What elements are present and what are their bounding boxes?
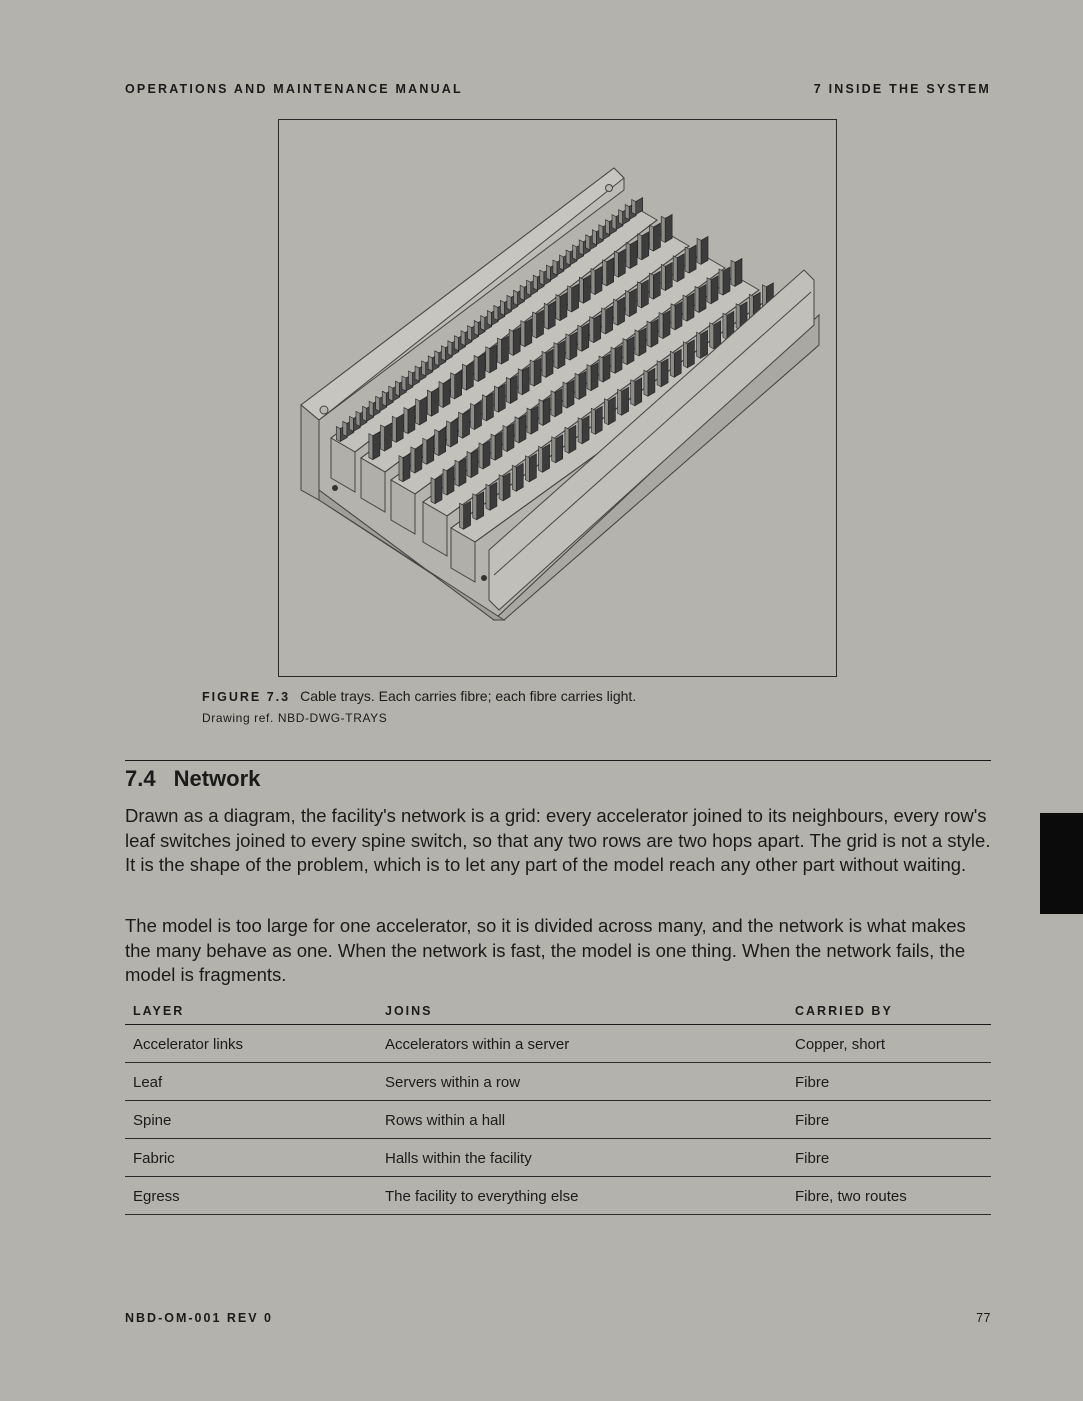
cable-tray-illustration — [279, 120, 836, 676]
table-row — [125, 1139, 991, 1177]
page-footer — [125, 1311, 991, 1325]
cell-joins: Halls within the facility — [377, 1139, 787, 1177]
cell-carried-by: Fibre, two routes — [787, 1177, 991, 1215]
chapter-thumb-tab — [1040, 813, 1083, 914]
column-header-joins: JOINS — [377, 998, 787, 1025]
cell-layer: Leaf — [125, 1063, 377, 1101]
column-header-carried-by: CARRIED BY — [787, 998, 991, 1025]
footer-document-id: NBD-OM-001 REV 0 — [125, 1311, 273, 1325]
page-number: 77 — [976, 1311, 991, 1325]
figure-drawing-reference: Drawing ref. NBD-DWG-TRAYS — [202, 711, 388, 725]
figure-label: FIGURE 7.3 — [202, 690, 291, 704]
table-row — [125, 1025, 991, 1063]
header-manual-title: OPERATIONS AND MAINTENANCE MANUAL — [125, 82, 463, 96]
cell-joins: The facility to everything else — [377, 1177, 787, 1215]
network-layers-table — [125, 998, 991, 1215]
cell-carried-by: Fibre — [787, 1101, 991, 1139]
cell-joins: Rows within a hall — [377, 1101, 787, 1139]
figure-cable-trays-drawing — [278, 119, 837, 677]
section-number: 7.4 — [125, 766, 156, 791]
cell-layer: Accelerator links — [125, 1025, 377, 1063]
column-header-layer: LAYER — [125, 998, 377, 1025]
table-header-row — [125, 998, 991, 1025]
figure-caption-text: Cable trays. Each carries fibre; each fibre carries light. — [300, 688, 637, 704]
running-header — [125, 82, 991, 96]
section-title: Network — [173, 766, 261, 791]
cell-joins: Servers within a row — [377, 1063, 787, 1101]
table-row — [125, 1063, 991, 1101]
cell-layer: Egress — [125, 1177, 377, 1215]
cell-carried-by: Fibre — [787, 1063, 991, 1101]
section-divider — [125, 760, 991, 761]
cell-layer: Fabric — [125, 1139, 377, 1177]
cell-layer: Spine — [125, 1101, 377, 1139]
table-row — [125, 1177, 991, 1215]
figure-caption — [202, 688, 636, 704]
header-chapter-title: 7 INSIDE THE SYSTEM — [813, 82, 991, 96]
cell-joins: Accelerators within a server — [377, 1025, 787, 1063]
section-heading — [125, 766, 260, 792]
cell-carried-by: Fibre — [787, 1139, 991, 1177]
body-paragraph-2: The model is too large for one accelerator, so it is divided across many, and the network is what makes the many behave as one. When the network is fast, the model is one thing. When the network fails, the model is fragments. — [125, 915, 966, 985]
body-paragraph-1: Drawn as a diagram, the facility's network is a grid: every accelerator joined to its neighbours, every row's leaf switches joined to every spine switch, so that any two rows are two hops apart. The grid is not a style. It is the shape of the problem, which is to let any part of the model reach any other part without waiting. — [125, 805, 991, 875]
cell-carried-by: Copper, short — [787, 1025, 991, 1063]
table-row — [125, 1101, 991, 1139]
